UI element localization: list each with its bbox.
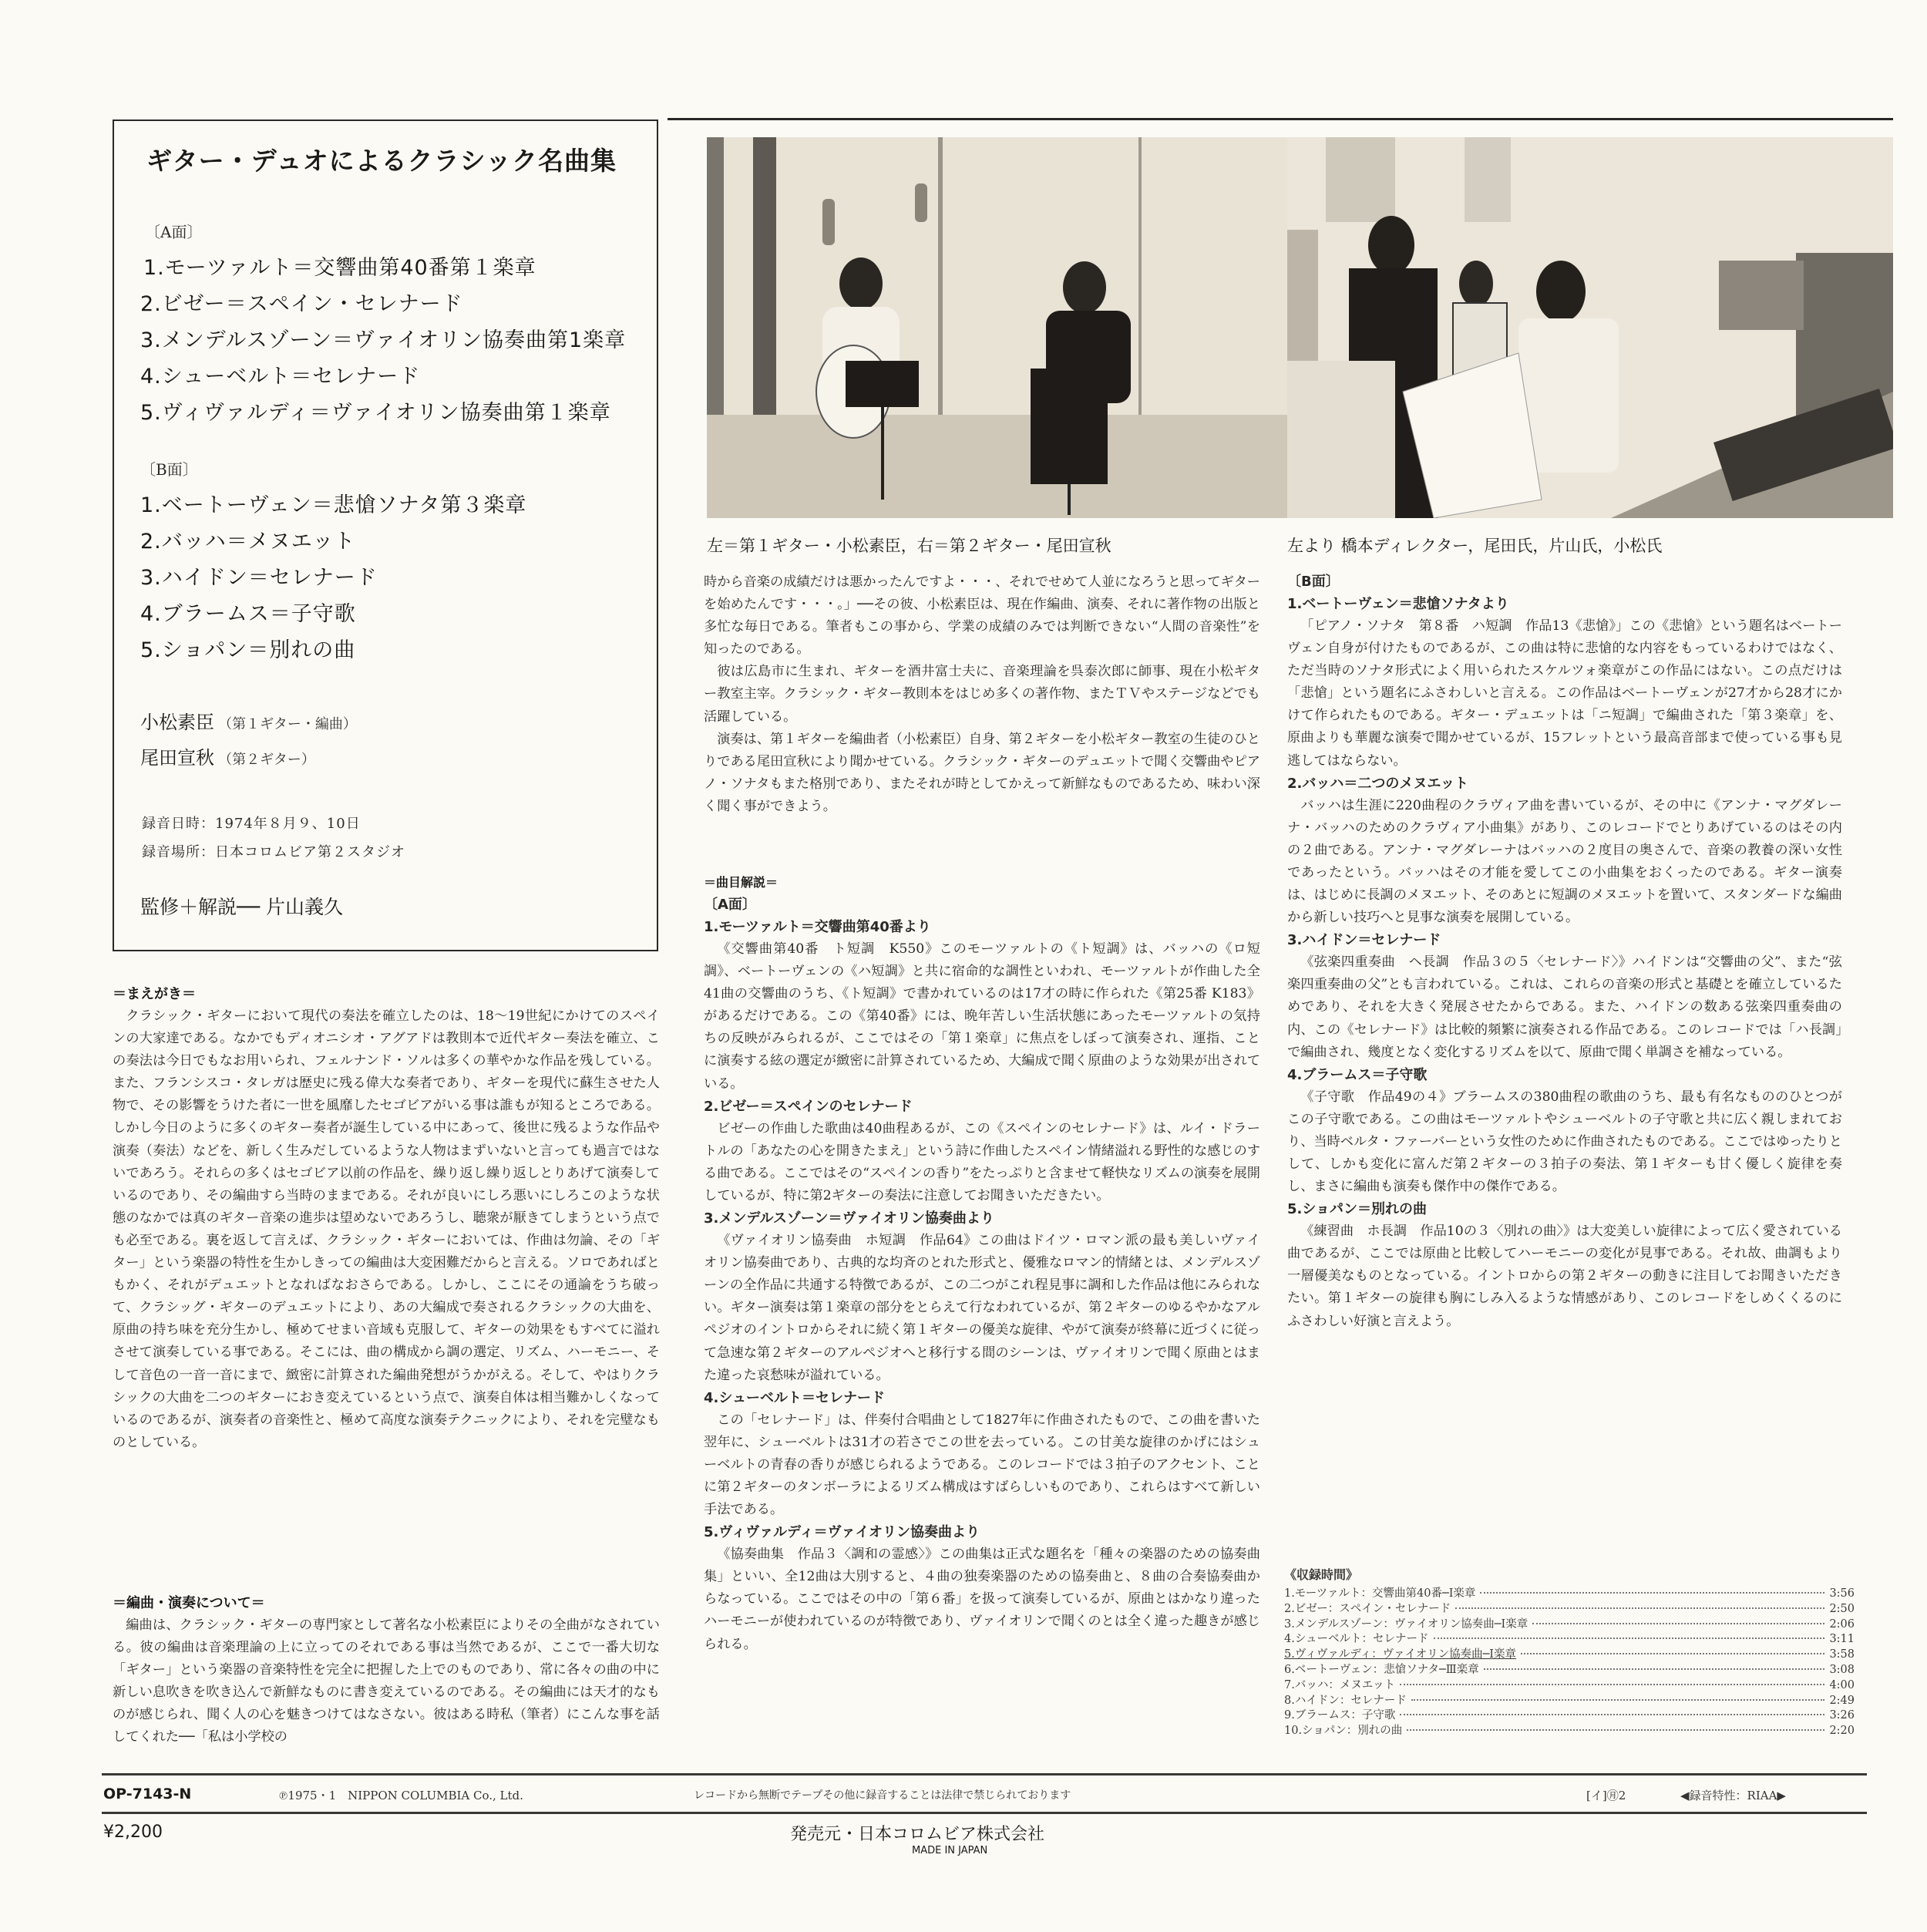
duration-row [1284, 1600, 1855, 1615]
continuation-paragraph: 彼は広島市に生まれ、ギターを酒井富士夫に、音楽理論を呉泰次郎に師事、現在小松ギター教室主宰。クラシック・ギター教則本をはじめ多くの著作物、またＴＶやステージなどでも活躍している。 [704, 664, 1260, 725]
duration-row [1284, 1630, 1855, 1645]
made-in-japan: MADE IN JAPAN [912, 1845, 988, 1856]
piece-text: 《弦楽四重奏曲 ヘ長調 作品３の５〈セレナード〉》ハイドンは“交響曲の父”、また“弦楽四重奏曲の父”とも言われている。これは、これらの音楽の形式と基礎とを確立しているためであり、それを大きく発展させたからである。また、ハイドンの数ある弦楽四重奏曲の内、この《セレナード》は比較的頻繁に演奏される作品である。このレコードでは「ハ長調」で編曲され、幾度となく変化するリズムを以て、原曲で聞く単調さを補なっている。 [1287, 954, 1842, 1060]
duration-row [1284, 1706, 1855, 1722]
arrangement-heading: ＝編曲・演奏について＝ [113, 1595, 265, 1611]
duration-row [1284, 1584, 1855, 1600]
piece-title: 4.ブラームス＝子守歌 [1287, 1066, 1428, 1083]
running-times-heading: 《収録時間》 [1284, 1567, 1359, 1582]
footer-bottom-rule [102, 1812, 1867, 1814]
piece-title: 5.ショパン＝別れの曲 [1287, 1201, 1428, 1218]
album-info-box [113, 119, 658, 951]
side-b-track: 5.ショパン＝別れの曲 [140, 638, 356, 662]
piece-text: 《交響曲第40番 ト短調 K550》このモーツァルトの《ト短調》は、バッハの《ロ短調》、ベートーヴェンの《ハ短調》と共に宿命的な調性といわれ、モーツァルトが作曲した全41曲の交響曲のうち、《ト短調》で書かれているのは17才の時に作られた《第25番 K183》があるだけである。この《第40番》には、晩年苦しい生活状態にあったモーツァルトの気持ちの反映がみられるが、ここではその「第１楽章」に焦点をしぼって演奏され、運指、ことに演奏する絃の選定が緻密に計算されているため、大編成で聞く原曲のような効果が出されている。 [704, 941, 1260, 1092]
footer-top-rule [102, 1773, 1867, 1775]
photo-caption-1: 左＝第１ギター・小松素臣，右＝第２ギター・尾田宣秋 [707, 537, 1111, 555]
performer-name: 小松素臣 [140, 712, 214, 733]
top-divider [668, 118, 1893, 120]
arrangement-section [113, 1592, 660, 1749]
piece-text: バッハは生涯に220曲程のクラヴィア曲を書いているが、その中に《アンナ・マグダレーナ・バッハのためのクラヴィア小曲集》があり、このレコードでとりあげているのはその内の２曲である。アンナ・マグダレーナはバッハの２度目の奥さんで、音楽の教養の深い女性であったという。バッハはその才能を愛してこの小曲集をおくったのである。ギター演奏は、はじめに長調のメヌエット、そのあとに短調のメヌエットを置いて、スタンダードな編曲から新しい技巧へと見事な演奏を展開している。 [1287, 797, 1842, 926]
duration-label: 2.ビゼー：スペイン・セレナード [1284, 1602, 1451, 1615]
duration-time: 2:06 [1829, 1617, 1855, 1631]
duration-label: 8.ハイドン：セレナード [1284, 1694, 1407, 1707]
side-b-track: 2.バッハ＝メヌエット [140, 530, 356, 554]
side-a-track: 2.ビゼー＝スペイン・セレナード [140, 292, 463, 316]
side-b-track: 3.ハイドン＝セレナード [140, 566, 378, 590]
distributor: 発売元・日本コロムビア株式会社 [790, 1825, 1045, 1844]
duration-label: 1.モーツァルト：交響曲第40番─Ⅰ楽章 [1284, 1587, 1476, 1600]
duration-time: 2:20 [1829, 1725, 1855, 1738]
side-a-track: 4.シューベルト＝セレナード [140, 365, 421, 389]
preface-heading: ＝まえがき＝ [113, 986, 196, 1002]
performer-role: （第２ギター） [218, 752, 315, 768]
price: ¥2,200 [103, 1823, 163, 1842]
duration-time: 3:08 [1829, 1663, 1855, 1676]
piece-title: 3.メンデルスゾーン＝ヴァイオリン協奏曲より [704, 1210, 994, 1227]
piece-title: 2.バッハ＝二つのメヌエット [1287, 775, 1469, 792]
running-times [1284, 1565, 1855, 1737]
duration-row [1284, 1615, 1855, 1631]
side-b-label: 〔B面〕 [140, 460, 198, 479]
photo-guitar-duo [707, 137, 1341, 518]
side-a-track: 3.メンデルスゾーン＝ヴァイオリン協奏曲第1楽章 [140, 328, 627, 352]
preface-section [113, 983, 660, 1454]
duration-label: 7.バッハ：メヌエット [1284, 1678, 1396, 1691]
piece-text: 《協奏曲集 作品３〈調和の霊感〉》この曲集は正式な題名を「種々の楽器のための協奏曲集」といい、全12曲は大別すると、４曲の独奏楽器のための協奏曲と、８曲の合奏協奏曲からなっている。ここではその中の「第６番」を扱って演奏しているが、原曲とはかなり違ったハーモニーが使われているのが特徴であり、ヴァイオリンで聞くのとは全く違った趣きが感じられる。 [704, 1547, 1260, 1652]
duration-label: 9.ブラームス：子守歌 [1284, 1709, 1396, 1722]
performer-name: 尾田宣秋 [140, 747, 214, 769]
piece-title: 3.ハイドン＝セレナード [1287, 932, 1441, 949]
arrangement-continuation [704, 571, 1260, 818]
photo-caption-2: 左より 橋本ディレクター，尾田氏，片山氏，小松氏 [1287, 537, 1663, 555]
preface-text: クラシック・ギターにおいて現代の奏法を確立したのは、18〜19世紀にかけてのスペインの大家達である。なかでもディオニシオ・アグアドは教則本で近代ギター奏法を確立、この奏法は今日でもなお用いられ、フェルナンド・ソルは多くの華やかな作品を残している。また、フランシスコ・タレガは歴史に残る偉大な奏者であり、ギターを現代に蘇生させた人物で、その影響をうけた者に一世を風靡したセゴビアがいる事は誰もが知るところである。しかし今日のように多くのギター奏者が誕生している中にあって、後世に残るような作品や演奏（奏法）などを、新しく生みだしているような人物はまずいないと言っても過言ではないであろう。それらの多くはセゴビア以前の作品を、繰り返し繰り返しとりあげて演奏しているのであり、その編曲すら当時のままである。それが良いにしろ悪いにしろこのような状態のなかでは真のギター音楽の進歩は望めないであろうし、聴衆が厭きてしまうという点でも必至である。裏を返して言えば、クラシック・ギターにおいては、作曲は勿論、その「ギター」という楽器の特性を生かしきっての編曲は大変困難だからと言える。ソロであればともかく、それがデュエットとなればなおさらである。しかし、ここにその通論をうち破って、クラシッグ・ギターのデュエットにより、あの大編成で奏されるクラシックの大曲を、原曲の持ち味を充分生かし、極めてせまい音域も克服して、ギターの効果をもすべてに溢れさせて演奏している事である。そこには、曲の構成から調の選定、リズム、ハーモニー、そして音色の一音一音にまで、緻密に計算された編曲発想がうかがえる。そして、やはりクラシックの大曲を二つのギターにおき変えているという点で、演奏自体は相当難かしくなっているのであるが、演奏者の音楽性と、極めて高度な演奏テクニックにより、それを完璧なものとしている。 [113, 1008, 660, 1450]
copyright-notice: ℗1975・1 NIPPON COLUMBIA Co., Ltd. [279, 1789, 523, 1802]
side-b-track: 1.ベートーヴェン＝悲愴ソナタ第３楽章 [140, 493, 527, 517]
piece-text: 《子守歌 作品49の４》ブラームスの380曲程の歌曲のうち、最も有名なもののひとつがこの子守歌である。この曲はモーツァルトやシューベルトの子守歌と共に広く親しまれており、当時ベルタ・ファーバーという女性のために作曲されたものである。ここではゆったりとして、しかも変化に富んだ第２ギターの３拍子の奏法、第１ギターも甘く優しく旋律を奏し、まさに編曲も演奏も傑作中の傑作である。 [1287, 1089, 1842, 1195]
album-title: ギター・デュオによるクラシック名曲集 [146, 146, 617, 176]
piece-title: 1.ベートーヴェン＝悲愴ソナタより [1287, 596, 1509, 612]
duration-time: 3:11 [1829, 1633, 1855, 1646]
duration-time: 4:00 [1829, 1678, 1855, 1691]
duration-label: 4.シューベルト：セレナード [1284, 1633, 1429, 1646]
side-a-track: 5.ヴィヴァルディ＝ヴァイオリン協奏曲第１楽章 [140, 401, 611, 425]
supervisor-credit: 監修＋解説── 片山義久 [140, 896, 344, 918]
continuation-paragraph: 時から音楽の成績だけは悪かったんですよ・・・、それでせめて人並になろうと思ってギターを始めたんです・・・。」──その彼、小松素臣は、現在作編曲、演奏、それに著作物の出版と多忙な毎日である。筆者もこの事から、学業の成績のみでは判断できない“人間の音楽性”を知ったのである。 [704, 574, 1260, 658]
duration-row [1284, 1661, 1855, 1676]
catalog-number: OP-7143-N [103, 1786, 192, 1802]
duration-time: 3:26 [1829, 1709, 1855, 1722]
recording-characteristic: ◀録音特性：RIAA▶ [1680, 1789, 1786, 1802]
duration-label: 5.ヴィヴァルディ：ヴァイオリン協奏曲─Ⅰ楽章 [1284, 1648, 1517, 1661]
piece-text: 《ヴァイオリン協奏曲 ホ短調 作品64》この曲はドイツ・ロマン派の最も美しいヴァイオリン協奏曲であり、古典的な均斉のとれた形式と、優雅なロマン的情緒とは、メンデルスゾーンの全作品に共通する特徴であるが、この二つがこれ程見事に調和した作品は他にみられない。ギター演奏は第１楽章の部分をとらえて行なわれているが、第２ギターのゆるやかなアルペジオのイントロからそれに続く第１ギターの優美な旋律、やがて演奏が終幕に近づくに従って急速な第２ギターのアルペジオへと移行する間のシーンは、ヴァイオリンで聞く原曲とはまた違った哀愁味が溢れている。 [704, 1233, 1260, 1383]
piece-title: 4.シューベルト＝セレナード [704, 1389, 886, 1406]
side-b-track: 4.ブラームス＝子守歌 [140, 602, 356, 626]
duration-row [1284, 1645, 1855, 1661]
duration-time: 2:49 [1829, 1694, 1855, 1707]
performer-1 [140, 707, 357, 734]
side-a-track: 1.モーツァルト＝交響曲第40番第１楽章 [143, 256, 536, 280]
commentary-side-b [1287, 571, 1842, 1333]
duration-time: 3:58 [1829, 1648, 1855, 1661]
duration-row [1284, 1722, 1855, 1737]
piece-text: 《練習曲 ホ長調 作品10の３〈別れの曲〉》は大変美しい旋律によって広く愛されている曲であるが、ここでは原曲と比較してハーモニーの変化が見事である。それ故、曲調もより一層優美なものとなっている。イントロからの第２ギターの動きに注目してお聞きいただきたい。第１ギターの旋律も胸にしみ入るような情感があり、このレコードをしめくくるのにふさわしい好演と言えよう。 [1287, 1223, 1842, 1329]
duration-label: 6.ベートーヴェン：悲愴ソナタ─Ⅲ楽章 [1284, 1663, 1479, 1676]
piece-title: 5.ヴィヴァルディ＝ヴァイオリン協奏曲より [704, 1524, 980, 1541]
duration-time: 3:56 [1829, 1587, 1855, 1600]
code-mark: [イ]㊊2 [1586, 1789, 1626, 1802]
commentary-side-a-label: 〔A面〕 [704, 897, 756, 913]
performer-role: （第１ギター・編曲） [218, 716, 357, 732]
duration-row [1284, 1691, 1855, 1707]
photo-recording-studio [1287, 137, 1893, 518]
recording-place: 録音場所：日本コロムビア第２スタジオ [142, 844, 405, 860]
studio-photo-icon [1287, 137, 1893, 518]
piece-text: ビゼーの作曲した歌曲は40曲程あるが、この《スペインのセレナード》は、ルイ・ドラートルの「あなたの心を開きたまえ」という詩に作曲したスペイン情緒溢れる野性的な感じのする曲である。ここではその“スペインの香り”をたっぷりと含ませて軽快なリズムの演奏を展開しているが、特に第2ギターの奏法に注意してお聞きいただきたい。 [704, 1120, 1260, 1203]
commentary-heading: ＝曲目解説＝ [704, 875, 779, 890]
duration-time: 2:50 [1829, 1602, 1855, 1615]
copy-prohibition-notice: レコードから無断でテープその他に録音することは法律で禁じられております [694, 1789, 1071, 1802]
side-a-label: 〔A面〕 [145, 223, 203, 241]
duration-label: 3.メンデルスゾーン：ヴァイオリン協奏曲─Ⅰ楽章 [1284, 1617, 1528, 1631]
piece-text: この「セレナード」は、伴奏付合唱曲として1827年に作曲されたもので、この曲を書いた翌年に、シューベルトは31才の若さでこの世を去っている。この甘美な旋律のかげにはシューベルトの青春の香りが感じられるようである。このレコードでは３拍子のアクセント、ことに第２ギターのタンボーラによるリズム構成はすばらしいものであり、これらはすべて新しい手法である。 [704, 1412, 1260, 1518]
piece-title: 1.モーツァルト＝交響曲第40番より [704, 919, 931, 935]
recording-date: 録音日時：1974年８月９、10日 [142, 816, 361, 832]
duration-row [1284, 1676, 1855, 1691]
arrangement-text: 編曲は、クラシック・ギターの専門家として著名な小松素臣によりその全曲がなされている。彼の編曲は音楽理論の上に立ってのそれである事は当然であるが、ここで一番大切な「ギター」という楽器の音楽特性を完全に把握した上でのものであり、常に各々の曲の中に新しい息吹きを吹き込んで新鮮なものに書き変えているのである。その編曲には天才的なものが感じられ、聞く人の心を魅きつけてはなさない。彼はある時私（筆者）にこんな事を話してくれた──「私は小学校の [113, 1617, 660, 1745]
piece-title: 2.ビゼー＝スペインのセレナード [704, 1098, 913, 1115]
guitar-duo-photo-icon [707, 137, 1341, 518]
commentary-side-b-label: 〔B面〕 [1287, 574, 1340, 590]
duration-label: 10.ショパン：別れの曲 [1284, 1725, 1403, 1738]
commentary-side-a [704, 871, 1260, 1656]
piece-text: 「ピアノ・ソナタ 第８番 ハ短調 作品13《悲愴》」この《悲愴》という題名はベートーヴェン自身が付けたものであるが、この曲は特に悲愴的な内容をもっているわけではなく、ただ当時のソナタ形式によく用いられたスケルツォ楽章がこの作品にはない。この点だけは「悲愴」という題名にふさわしいと言える。この作品はベートーヴェンが27才から28才にかけて作られたものである。ギター・デュエットは「ニ短調」で編曲された「第３楽章」を、原曲よりも華麗な演奏で聞かせているが、15フレットという最高音部まで使っている事も見逃してはならない。 [1287, 618, 1842, 769]
continuation-paragraph: 演奏は、第１ギターを編曲者（小松素臣）自身、第２ギターを小松ギター教室の生徒のひとりである尾田宣秋により聞かせている。クラシック・ギターのデュエットで聞く交響曲やピアノ・ソナタもまた格別であり、またそれが時としてかえって新鮮なものであるため、味わい深く聞く事ができよう。 [704, 731, 1260, 814]
performer-2 [140, 742, 315, 769]
